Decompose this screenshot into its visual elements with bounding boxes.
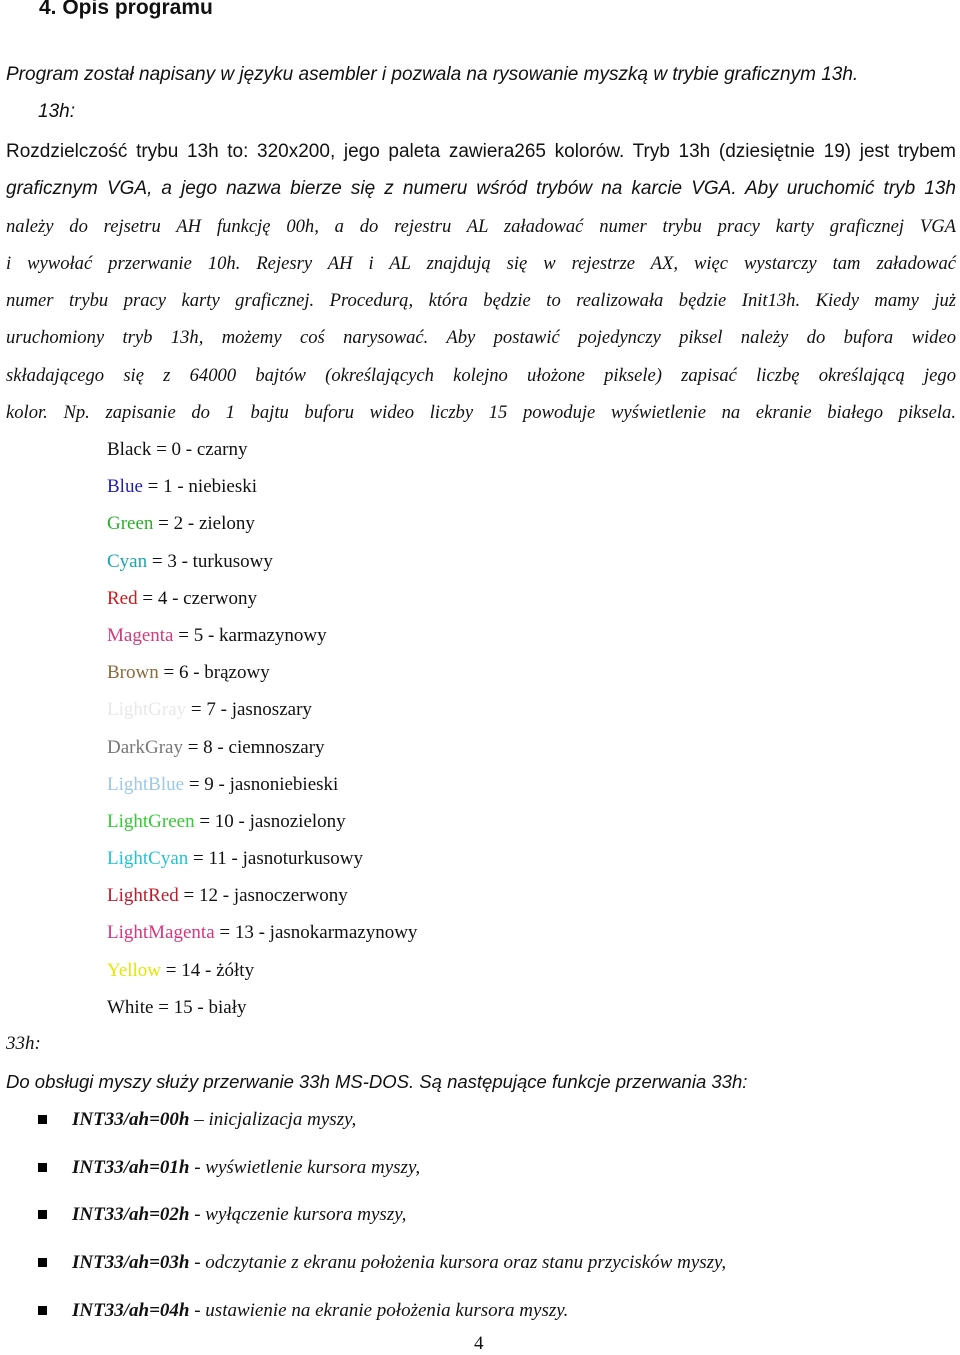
page-number: 4	[474, 1333, 484, 1354]
section-heading: 4. Opis programu	[39, 0, 213, 19]
color-value: = 0 - czarny	[151, 439, 248, 460]
para-line: należy do rejsetru AH funkcję 00h, a do rejestru AL załadować numer trybu pracy karty graficznej VGA	[6, 215, 956, 237]
color-entry	[107, 840, 417, 877]
para-line: kolor. Np. zapisanie do 1 bajtu buforu wideo liczby 15 powoduje wyświetlenie na ekranie białego piksela.	[6, 402, 956, 424]
intro-sentence: Program został napisany w języku asembler i pozwala na rysowanie myszką w trybie graficznym 13h.	[6, 64, 859, 85]
color-value: = 10 - jasnozielony	[194, 810, 346, 832]
function-description: - wyłączenie kursora myszy,	[189, 1204, 407, 1226]
function-description: - wyświetlenie kursora myszy,	[189, 1156, 421, 1178]
color-entry	[107, 877, 417, 914]
para-line: składającego się z 64000 bajtów (określających kolejno ułożone piksele) zapisać liczbę określającą jego	[6, 364, 956, 386]
function-code	[72, 1148, 420, 1188]
function-code	[72, 1291, 568, 1331]
color-entry	[107, 617, 417, 654]
function-code-text: INT33/ah=03h	[72, 1252, 190, 1274]
color-value: = 15 - biały	[153, 996, 247, 1018]
color-name: Green	[107, 513, 154, 535]
color-name: White	[107, 996, 154, 1018]
label-13h: 13h:	[38, 101, 75, 122]
mouse-interrupt-intro: Do obsługi myszy służy przerwanie 33h MS-DOS. Są następujące funkcje przerwania 33h:	[6, 1071, 748, 1092]
color-name: LightBlue	[107, 773, 185, 795]
color-entry	[107, 766, 417, 803]
color-value: = 4 - czerwony	[137, 587, 257, 609]
color-entry	[107, 468, 417, 505]
function-code-text: INT33/ah=00h	[72, 1109, 190, 1130]
color-entry	[107, 989, 417, 1026]
function-code	[72, 1195, 406, 1235]
color-value: = 7 - jasnoszary	[186, 699, 312, 721]
square-bullet-icon	[38, 1115, 47, 1124]
color-entry	[107, 543, 417, 580]
color-name: LightGray	[107, 699, 187, 721]
color-entry	[107, 431, 417, 468]
color-value: = 1 - niebieski	[142, 476, 258, 498]
para-line: i wywołać przerwanie 10h. Rejesry AH i AL znajdują się w rejestrze AX, więc wystarczy tam załadować	[6, 252, 956, 274]
color-entry	[107, 952, 417, 989]
square-bullet-icon	[38, 1163, 47, 1172]
color-value: = 3 - turkusowy	[147, 550, 273, 572]
color-name: LightRed	[107, 885, 179, 907]
label-33h: 33h:	[6, 1033, 41, 1054]
color-entry	[107, 654, 417, 691]
para-line: uruchomiony tryb 13h, możemy coś narysować. Aby postawić pojedynczy piksel należy do bufora wideo	[6, 327, 956, 349]
color-name: DarkGray	[107, 736, 183, 758]
color-name: Magenta	[107, 624, 174, 646]
function-description: - odczytanie z ekranu położenia kursora oraz stanu przycisków myszy,	[189, 1252, 727, 1274]
color-name: LightMagenta	[107, 922, 215, 944]
color-entry	[107, 691, 417, 728]
function-code	[72, 1243, 726, 1283]
color-value: = 8 - ciemnoszary	[182, 736, 325, 758]
para-line: graficznym VGA, a jego nazwa bierze się z numeru wśród trybów na karcie VGA. Aby uruchomić tryb 13h	[6, 178, 956, 200]
color-entry	[107, 729, 417, 766]
function-code-text: INT33/ah=04h	[72, 1299, 190, 1321]
function-description: – inicjalizacja myszy,	[189, 1109, 357, 1130]
color-name: Yellow	[107, 959, 162, 981]
color-name: Red	[107, 587, 138, 609]
color-entry	[107, 803, 417, 840]
function-code	[72, 1100, 356, 1140]
function-description: - ustawienie na ekranie położenia kursora myszy.	[189, 1299, 569, 1321]
color-entry	[107, 914, 417, 951]
color-name: Blue	[107, 476, 143, 498]
color-value: = 11 - jasnoturkusowy	[188, 848, 363, 870]
color-value: = 5 - karmazynowy	[173, 624, 327, 646]
para-line: Rozdzielczość trybu 13h to: 320x200, jego paleta zawiera265 kolorów. Tryb 13h (dziesiętnie 19) jest trybem	[6, 141, 956, 162]
color-value: = 13 - jasnokarmazynowy	[214, 922, 418, 944]
color-entry	[107, 505, 417, 542]
square-bullet-icon	[38, 1210, 47, 1219]
color-value: = 2 - zielony	[153, 513, 255, 535]
color-value: = 9 - jasnoniebieski	[184, 773, 339, 795]
color-name: LightCyan	[107, 848, 189, 870]
square-bullet-icon	[38, 1258, 47, 1267]
color-name: Cyan	[107, 550, 148, 572]
color-value: = 6 - brązowy	[158, 662, 270, 684]
function-code-text: INT33/ah=02h	[72, 1204, 190, 1226]
color-name: Brown	[107, 662, 159, 684]
color-name: Black	[107, 439, 152, 460]
color-value: = 14 - żółty	[161, 959, 255, 981]
function-code-text: INT33/ah=01h	[72, 1156, 190, 1178]
para-line: numer trybu pracy karty graficznej. Procedurą, która będzie to realizowała będzie Init13h. Kiedy mamy już	[6, 290, 956, 312]
color-palette-list	[107, 431, 417, 1026]
square-bullet-icon	[38, 1306, 47, 1315]
color-name: LightGreen	[107, 810, 195, 832]
color-entry	[107, 580, 417, 617]
color-value: = 12 - jasnoczerwony	[178, 885, 348, 907]
mode-13h-description	[6, 133, 956, 431]
